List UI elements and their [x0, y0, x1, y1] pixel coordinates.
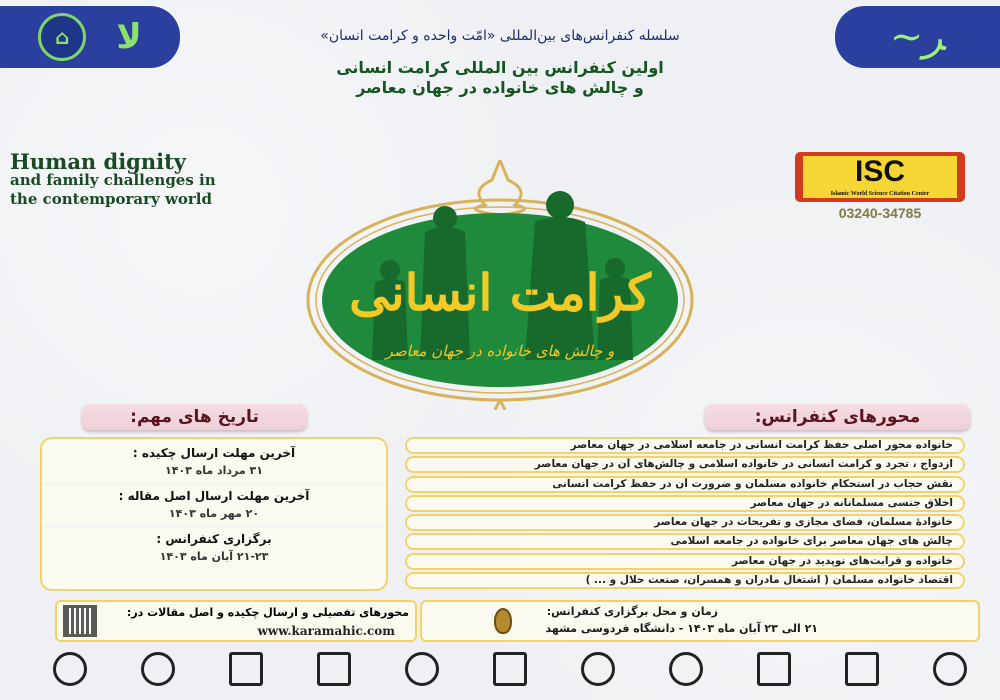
partner-logo	[656, 652, 716, 686]
title-line-2: و چالش های خانواده در جهان معاصر	[356, 78, 644, 97]
axis-item: خانوادهٔ مسلمان، فضای مجازی و تفریحات در جهان معاصر	[405, 514, 965, 531]
date-label-conference: برگزاری کنفرانس :	[156, 532, 272, 546]
venue-box	[420, 600, 980, 642]
venue-label: زمان و محل برگزاری کنفرانس:	[546, 605, 718, 618]
isc-logo-text: ISC	[854, 155, 905, 188]
conference-series-text: سلسله کنفرانس‌های بین‌المللی «امّت واحده و کرامت انسان»	[320, 28, 680, 44]
conference-axes-heading: محورهای کنفرانس:	[705, 404, 970, 430]
partner-logo-icon	[141, 652, 175, 686]
partner-logo-icon	[581, 652, 615, 686]
axis-item: اخلاق جنسی مسلمانانه در جهان معاصر	[405, 495, 965, 512]
conference-emblem	[300, 160, 700, 410]
ferdowsi-university-emblem-icon	[494, 608, 512, 634]
partner-logo	[568, 652, 628, 686]
partner-logo	[304, 652, 364, 686]
important-dates-heading: تاریخ های مهم:	[82, 404, 307, 430]
partner-logo-icon	[229, 652, 263, 686]
university-logo-circle: ⌂	[38, 13, 86, 61]
partner-logo	[216, 652, 276, 686]
partner-logos-row	[40, 652, 980, 686]
submission-text: محورهای تفصیلی و ارسال چکیده و اصل مقالات در:	[126, 606, 409, 619]
emblem-calligraphy: کرامت انسانی	[349, 263, 651, 322]
partner-logo	[744, 652, 804, 686]
conference-title	[250, 58, 750, 98]
date-value-paper: ۲۰ مهر ماه ۱۴۰۳	[42, 505, 386, 527]
isc-code: 03240-34785	[838, 205, 922, 221]
venue-value: ۲۱ الی ۲۳ آبان ماه ۱۴۰۳ - دانشگاه فردوسی مشهد	[545, 622, 818, 635]
partner-logo-icon	[669, 652, 703, 686]
partner-logo-icon	[933, 652, 967, 686]
partner-logo	[128, 652, 188, 686]
left-header-banner	[0, 6, 180, 68]
axis-item: ازدواج ، تجرد و کرامت انسانی در خانواده اسلامی و چالش‌های آن در جهان معاصر	[405, 456, 965, 473]
important-dates-box	[40, 437, 388, 591]
organizer-calligraphy-logo: ~ﺮ	[889, 14, 946, 60]
website-link[interactable]: www.karamahic.com	[257, 624, 395, 638]
axis-item: اقتصاد خانواده مسلمان ( اشتغال مادران و همسران، صنعت حلال و ... )	[405, 572, 965, 589]
emblem-subtitle: و چالش های خانواده در جهان معاصر	[385, 342, 615, 360]
english-title-line-1: Human dignity	[10, 149, 187, 174]
isc-subtitle: Islamic World Science Citation Center	[830, 191, 930, 197]
right-header-banner	[835, 6, 1000, 68]
partner-logo-icon	[317, 652, 351, 686]
partner-logo-icon	[493, 652, 527, 686]
axis-item: نقش حجاب در استحکام خانواده مسلمان و ضرورت آن در حفظ کرامت انسانی	[405, 476, 965, 493]
axis-item: خانواده محور اصلی حفظ کرامت انسانی در جامعه اسلامی در جهان معاصر	[405, 437, 965, 454]
date-label-paper: آخرین مهلت ارسال اصل مقاله :	[118, 489, 310, 503]
partner-logo-icon	[53, 652, 87, 686]
title-line-1: اولین کنفرانس بین المللی کرامت انسانی	[336, 58, 664, 77]
date-label-abstract: آخرین مهلت ارسال چکیده :	[132, 446, 296, 460]
axis-item: چالش های جهان معاصر برای خانواده در جامعه اسلامی	[405, 533, 965, 550]
qr-code-icon[interactable]	[63, 605, 97, 637]
partner-logo	[832, 652, 892, 686]
partner-logo-icon	[757, 652, 791, 686]
axis-item: خانواده و قرابت‌های نوپدید در جهان معاصر	[405, 553, 965, 570]
submission-box	[55, 600, 417, 642]
partner-logo-icon	[845, 652, 879, 686]
date-value-abstract: ۳۱ مرداد ماه ۱۴۰۳	[42, 462, 386, 484]
university-logo-razavi: ﻟﺎ	[116, 17, 142, 57]
isc-logo	[795, 152, 965, 202]
english-title-line-3: the contemporary world	[10, 190, 212, 208]
partner-logo	[40, 652, 100, 686]
partner-logo-icon	[405, 652, 439, 686]
date-value-conference: ۲۱-۲۳ آبان ماه ۱۴۰۳	[159, 550, 269, 563]
partner-logo	[392, 652, 452, 686]
english-title-line-2: and family challenges in	[10, 171, 216, 189]
conference-axes-list	[405, 437, 965, 591]
partner-logo	[480, 652, 540, 686]
english-title	[10, 149, 216, 209]
partner-logo	[920, 652, 980, 686]
